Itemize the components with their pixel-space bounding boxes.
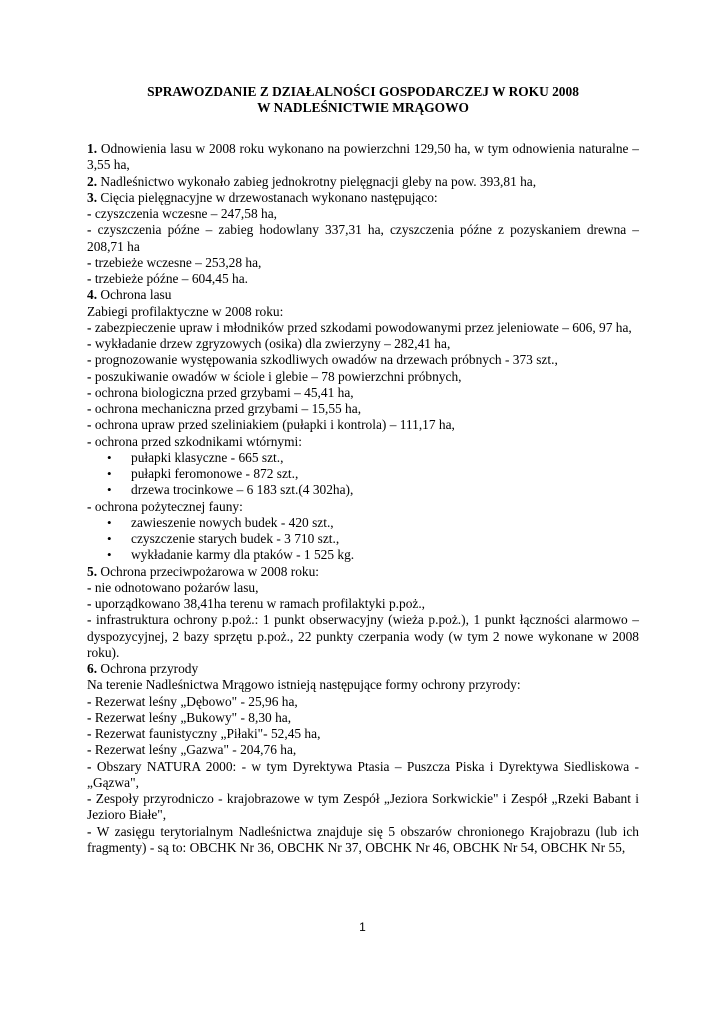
list-item: [87, 499, 639, 515]
section-1: [87, 141, 639, 174]
section-number: 3.: [87, 189, 98, 205]
dash: -: [87, 693, 92, 709]
dash: -: [87, 433, 92, 449]
page-number: 1: [359, 920, 366, 934]
section-text: Odnowienia lasu w 2008 roku wykonano na powierzchni 129,50 ha, w tym odnowienia naturalne – 3,55 ha,: [87, 141, 639, 173]
list-item: [87, 742, 639, 758]
dash: -: [87, 401, 92, 416]
list-item-text: ochrona upraw przed szeliniakiem (pułapki i kontrola) – 111,17 ha,: [94, 417, 455, 433]
list-item-text: uporządkowano 38,41ha terenu w ramach profilaktyki p.poż.,: [94, 596, 426, 611]
list-item-text: ochrona biologiczna przed grzybami – 45,41 ha,: [94, 384, 354, 400]
section-4-list: [87, 320, 639, 450]
section-6-intro: Na terenie Nadleśnictwa Mrągowo istnieją następujące formy ochrony przyrody:: [87, 677, 521, 693]
list-item: [87, 759, 639, 792]
section-2: [87, 174, 639, 190]
list-item: [87, 352, 639, 368]
list-item: [87, 222, 639, 255]
dash: -: [87, 742, 92, 758]
list-item-text: czyszczenia wczesne – 247,58 ha,: [94, 206, 278, 221]
list-item: [87, 791, 639, 824]
list-item: [87, 401, 639, 417]
list-item: [87, 255, 639, 271]
list-item-text: poszukiwanie owadów w ściole i glebie – 78 powierzchni próbnych,: [94, 368, 462, 384]
list-item: [87, 271, 639, 287]
list-item: [87, 726, 639, 742]
dash: -: [87, 319, 92, 335]
bullet-item: • pułapki klasyczne - 665 szt.,: [87, 450, 639, 466]
dash: -: [87, 206, 92, 221]
section-text: Nadleśnictwo wykonało zabieg jednokrotny pielęgnacji gleby na pow. 393,81 ha,: [97, 173, 537, 189]
dash: -: [87, 254, 92, 270]
list-item-text: Rezerwat leśny „Bukowy" - 8,30 ha,: [94, 709, 292, 725]
section-text: Cięcia pielęgnacyjne w drzewostanach wykonano następująco:: [97, 189, 438, 205]
dash: -: [87, 596, 92, 611]
list-item-text: Obszary NATURA 2000: - w tym Dyrektywa Ptasia – Puszcza Piska i Dyrektywa Siedliskowa - „Gązwa",: [87, 758, 640, 790]
document-body: [87, 84, 639, 856]
list-item-text: Zespoły przyrodniczo - krajobrazowe w tym Zespół „Jeziora Sorkwickie" i Zespół „Rzeki Babant i Jezioro Białe",: [87, 791, 639, 823]
dash: -: [87, 758, 92, 774]
bullet-item: • drzewa trocinkowe – 6 183 szt.(4 302ha),: [87, 482, 639, 498]
list-item: [87, 710, 639, 726]
section-3-list: [87, 206, 639, 287]
pest-bullet-list: [87, 450, 639, 499]
list-item: [87, 612, 639, 661]
section-3: [87, 190, 639, 206]
section-5-list: [87, 580, 639, 661]
dash: -: [87, 368, 92, 384]
section-4-intro: Zabiegi profilaktyczne w 2008 roku:: [87, 303, 284, 319]
bullet-item: • pułapki feromonowe - 872 szt.,: [87, 466, 639, 482]
list-item: [87, 320, 639, 336]
list-item-text: trzebieże wczesne – 253,28 ha,: [94, 254, 262, 270]
section-6: [87, 661, 639, 677]
dash: -: [87, 579, 92, 595]
dash: -: [87, 726, 92, 741]
dash: -: [87, 271, 92, 286]
list-item-text: prognozowanie występowania szkodliwych owadów na drzewach próbnych - 373 szt.,: [94, 352, 558, 368]
bullet-item: • czyszczenie starych budek - 3 710 szt.,: [87, 531, 639, 547]
list-item: [87, 580, 639, 596]
title-line-1: SPRAWOZDANIE Z DZIAŁALNOŚCI GOSPODARCZEJ W ROKU 2008: [147, 84, 579, 99]
list-item-text: infrastruktura ochrony p.poż.: 1 punkt obserwacyjny (wieża p.poż.), 1 punkt łączności alarmowo – dyspozycyjnej, 2 bazy sprzętu p.poż., 22 punkty czerpania wody (w tym 2 nowe wykonane w 2008 roku).: [87, 612, 639, 660]
dash: -: [87, 417, 92, 433]
title-line-2: W NADLEŚNICTWIE MRĄGOWO: [257, 100, 469, 115]
dash: -: [87, 222, 92, 238]
fauna-bullet-list: [87, 515, 639, 564]
dash: -: [87, 791, 92, 806]
list-item-text: trzebieże późne – 604,45 ha.: [94, 271, 249, 286]
list-item: [87, 694, 639, 710]
list-item: [87, 824, 639, 857]
list-item: [87, 369, 639, 385]
section-6-list: [87, 694, 639, 857]
bullet-item: • zawieszenie nowych budek - 420 szt.,: [87, 515, 639, 531]
section-number: 4.: [87, 287, 98, 303]
list-item-text: W zasięgu terytorialnym Nadleśnictwa znajduje się 5 obszarów chronionego Krajobrazu (lub ich fragmenty) - są to: OBCHK Nr 36, OBCHK Nr 37, OBCHK Nr 46, OBCHK Nr 54, OBCHK Nr 55,: [87, 823, 640, 855]
list-item-text: Rezerwat leśny „Gazwa" - 204,76 ha,: [94, 742, 297, 758]
section-number: 1.: [87, 141, 98, 156]
dash: -: [87, 612, 92, 628]
list-item: [87, 596, 639, 612]
dash: -: [87, 352, 92, 368]
list-item-text: Rezerwat faunistyczny „Piłaki"- 52,45 ha,: [94, 726, 321, 741]
dash: -: [87, 336, 92, 351]
section-number: 5.: [87, 563, 98, 579]
list-item: [87, 206, 639, 222]
section-text: Ochrona lasu: [97, 287, 172, 303]
section-number: 6.: [87, 661, 98, 676]
list-item-text: ochrona przed szkodnikami wtórnymi:: [94, 433, 302, 449]
list-item-text: wykładanie drzew zgryzowych (osika) dla zwierzyny – 282,41 ha,: [94, 336, 451, 351]
list-item-text: Rezerwat leśny „Dębowo" - 25,96 ha,: [94, 693, 298, 709]
list-item-text: nie odnotowano pożarów lasu,: [94, 579, 259, 595]
section-number: 2.: [87, 173, 98, 189]
list-item: [87, 434, 639, 450]
section-5: [87, 564, 639, 580]
dash: -: [87, 384, 92, 400]
dash: -: [87, 823, 92, 839]
bullet-item: • wykładanie karmy dla ptaków - 1 525 kg.: [87, 547, 639, 563]
list-item: [87, 385, 639, 401]
dash: -: [87, 498, 92, 514]
list-item: [87, 336, 639, 352]
list-item-text: ochrona pożytecznej fauny:: [94, 498, 243, 514]
section-4: [87, 287, 639, 303]
list-item-text: ochrona mechaniczna przed grzybami – 15,55 ha,: [94, 401, 362, 416]
list-item: [87, 417, 639, 433]
list-item-text: czyszczenia późne – zabieg hodowlany 337,31 ha, czyszczenia późne z pozyskaniem drewna – 208,71 ha: [87, 222, 639, 254]
section-text: Ochrona przyrody: [97, 661, 199, 676]
list-item-text: zabezpieczenie upraw i młodników przed szkodami powodowanymi przez jeleniowate – 606, 97 ha,: [94, 319, 632, 335]
dash: -: [87, 709, 92, 725]
section-text: Ochrona przeciwpożarowa w 2008 roku:: [97, 563, 320, 579]
